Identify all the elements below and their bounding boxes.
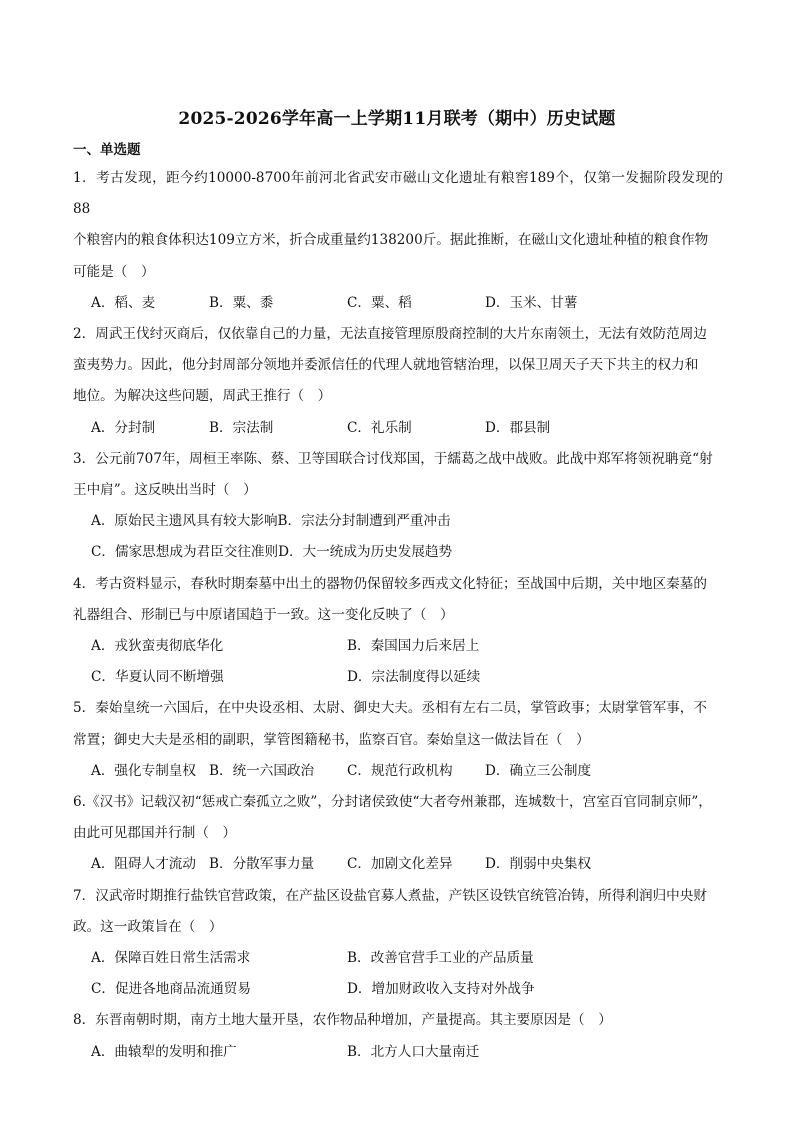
question-1-line-3: 可能是（ ）	[73, 263, 155, 280]
question-2	[73, 319, 723, 444]
question-3	[73, 444, 723, 569]
question-7-line-2: 政。这一政策旨在（ ）	[73, 918, 223, 935]
option-d[interactable]: D．削弱中央集权	[485, 856, 592, 873]
question-8	[73, 1005, 723, 1067]
question-6	[73, 787, 723, 881]
option-d[interactable]: D．确立三公制度	[485, 762, 592, 779]
option-a[interactable]: A．戎狄蛮夷彻底华化	[91, 638, 224, 655]
question-2-options	[73, 413, 723, 444]
option-a[interactable]: A．分封制	[91, 419, 156, 436]
question-5	[73, 693, 723, 787]
question-4	[73, 569, 723, 694]
question-2-line-3: 地位。为解决这些问题，周武王推行（ ）	[73, 388, 332, 405]
option-c[interactable]: C．规范行政机构	[347, 762, 453, 779]
question-7-options-row-1	[73, 943, 723, 974]
question-1-line-2: 个粮窖内的粮食体积达109立方米，折合成重量约138200斤。据此推断，在磁山文化遗址种植的粮食作物	[73, 232, 709, 249]
question-4-line-1: 4．考古资料显示，春秋时期秦墓中出土的器物仍保留较多西戎文化特征；至战国中后期，关中地区秦墓的	[73, 575, 707, 592]
option-b[interactable]: B．统一六国政治	[209, 762, 315, 779]
question-6-line-1: 6.《汉书》记载汉初“惩戒亡秦孤立之败”，分封诸侯致使“大者夸州兼郡，连城数十，宫室百官同制京师”，	[73, 794, 712, 811]
question-5-line-1: 5．秦始皇统一六国后，在中央设丞相、太尉、御史大夫。丞相有左右二员，掌管政事；太尉掌管军事，不	[73, 700, 707, 717]
question-8-line-1: 8．东晋南朝时期，南方土地大量开垦，农作物品种增加，产量提高。其主要原因是（ ）	[73, 1012, 612, 1029]
question-2-line-1: 2．周武王伐纣灭商后，仅依靠自己的力量，无法直接管理原殷商控制的大片东南领土，无法有效防范周边	[73, 326, 707, 343]
option-d[interactable]: D．郡县制	[485, 419, 551, 436]
option-c[interactable]: C．礼乐制	[347, 419, 412, 436]
question-4-options-row-1	[73, 631, 723, 662]
question-3-options-row-1[interactable]: A．原始民主遗风具有较大影响B．宗法分封制遭到严重冲击	[91, 513, 451, 530]
question-4-line-2: 礼器组合、形制已与中原诸国趋于一致。这一变化反映了（ ）	[73, 606, 454, 623]
option-d[interactable]: D．宗法制度得以延续	[347, 669, 481, 686]
option-a[interactable]: A．强化专制皇权	[91, 762, 196, 779]
option-a[interactable]: A．稻、麦	[91, 294, 156, 311]
question-3-options-row-2[interactable]: C．儒家思想成为君臣交往准则D．大一统成为历史发展趋势	[91, 544, 453, 561]
question-7-options-row-2	[73, 974, 723, 1005]
question-list	[73, 163, 723, 1068]
option-d[interactable]: D．增加财政收入支持对外战争	[347, 981, 535, 998]
option-b[interactable]: B．粟、黍	[209, 294, 274, 311]
question-8-options-row-1	[73, 1037, 723, 1068]
question-6-line-2: 由此可见郡国并行制（ ）	[73, 825, 237, 842]
option-c[interactable]: C．促进各地商品流通贸易	[91, 981, 251, 998]
question-3-line-2: 王中肩”。这反映出当时（ ）	[73, 482, 257, 499]
exam-title: 2025-2026学年高一上学期11月联考（期中）历史试题	[178, 109, 616, 129]
question-5-options	[73, 756, 723, 787]
question-5-line-2: 常置；御史大夫是丞相的副职，掌管图籍秘书，监察百官。秦始皇这一做法旨在（ ）	[73, 731, 590, 748]
question-6-options	[73, 849, 723, 880]
option-c[interactable]: C．加剧文化差异	[347, 856, 453, 873]
question-1	[73, 163, 723, 319]
question-2-line-2: 蛮夷势力。因此，他分封周部分领地并委派信任的代理人就地管辖治理，以保卫周天子天下共主的权力和	[73, 357, 699, 374]
question-1-options	[73, 288, 723, 319]
question-4-options-row-2	[73, 662, 723, 693]
option-b[interactable]: B．分散军事力量	[209, 856, 315, 873]
option-b[interactable]: B．秦国国力后来居上	[347, 638, 480, 655]
question-7-line-1: 7．汉武帝时期推行盐铁官营政策，在产盐区设盐官募人煮盐，产铁区设铁官统管冶铸，所得利润归中央财	[73, 887, 707, 904]
question-7	[73, 881, 723, 1006]
option-b[interactable]: B．北方人口大量南迁	[347, 1043, 480, 1060]
option-b[interactable]: B．宗法制	[209, 419, 274, 436]
option-d[interactable]: D．玉米、甘薯	[485, 294, 578, 311]
option-a[interactable]: A．曲辕犁的发明和推广	[91, 1043, 237, 1060]
option-b[interactable]: B．改善官营手工业的产品质量	[347, 950, 534, 967]
option-c[interactable]: C．华夏认同不断增强	[91, 669, 224, 686]
option-c[interactable]: C．粟、稻	[347, 294, 412, 311]
section-heading: 一、单选题	[73, 142, 141, 158]
option-a[interactable]: A．保障百姓日常生活需求	[91, 950, 251, 967]
question-3-line-1: 3．公元前707年，周桓王率陈、蔡、卫等国联合讨伐郑国，于繻葛之战中战败。此战中郑军将领祝聃竟“射	[73, 450, 713, 467]
option-a[interactable]: A．阻碍人才流动	[91, 856, 196, 873]
question-1-line-1: 1．考古发现，距今约10000-8700年前河北省武安市磁山文化遗址有粮窖189个，仅第一发掘阶段发现的88	[73, 170, 723, 218]
